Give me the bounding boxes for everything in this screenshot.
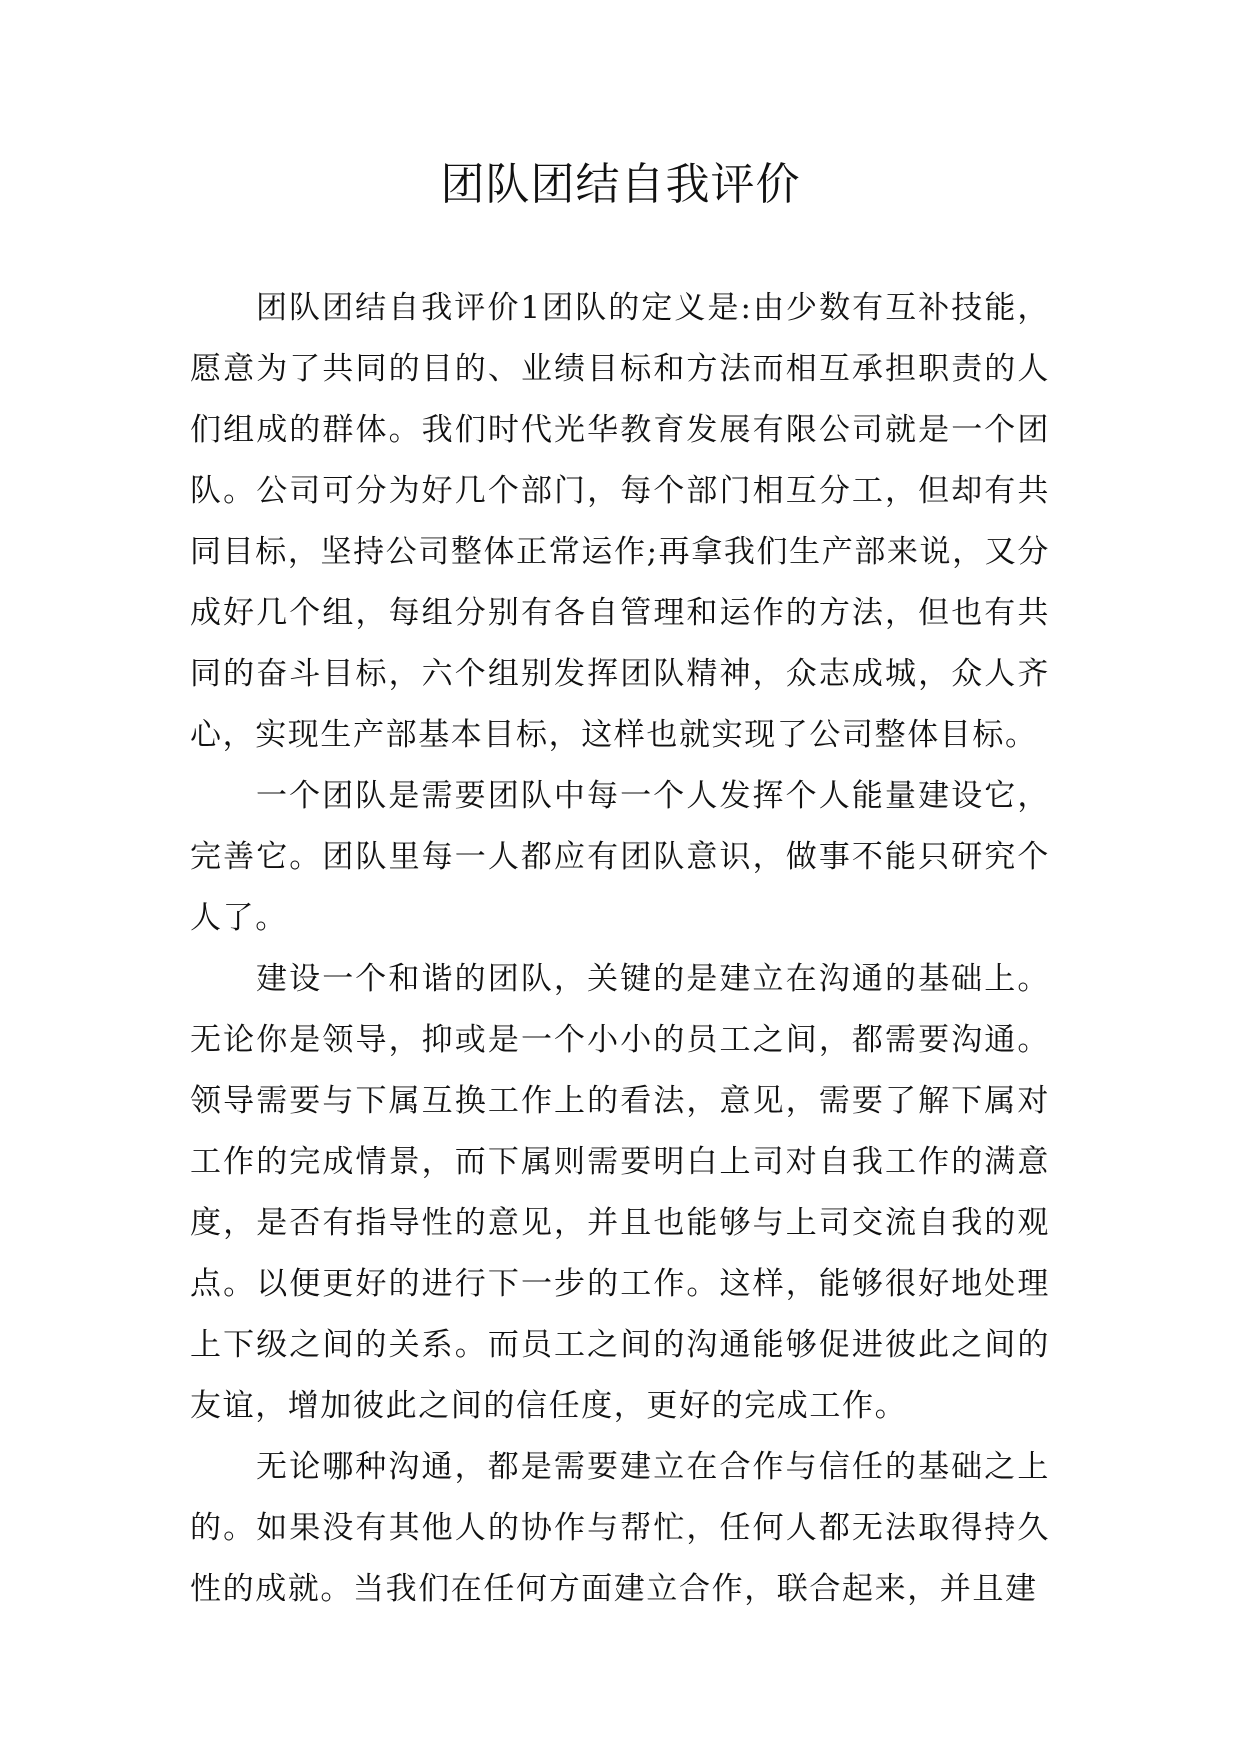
document-title: 团队团结自我评价 <box>440 159 801 210</box>
paragraph-4: 无论哪种沟通，都是需要建立在合作与信任的基础之上的。如果没有其他人的协作与帮忙，任何人都无法取得持久性的成就。当我们在任何方面建立合作，联合起来，并且建 <box>190 1449 1050 1607</box>
paragraph-3: 建设一个和谐的团队，关键的是建立在沟通的基础上。无论你是领导，抑或是一个小小的员工之间，都需要沟通。领导需要与下属互换工作上的看法，意见，需要了解下属对工作的完成情景，而下属则需要明白上司对自我工作的满意度，是否有指导性的意见，并且也能够与上司交流自我的观点。以便更好的进行下一步的工作。这样，能够很好地处理上下级之间的关系。而员工之间的沟通能够促进彼此之间的友谊，增加彼此之间的信任度，更好的完成工作。 <box>190 961 1050 1424</box>
paragraph-2: 一个团队是需要团队中每一个人发挥个人能量建设它，完善它。团队里每一人都应有团队意识，做事不能只研究个人了。 <box>190 778 1050 936</box>
paragraph-1: 团队团结自我评价1团队的定义是:由少数有互补技能，愿意为了共同的目的、业绩目标和方法而相互承担职责的人们组成的群体。我们时代光华教育发展有限公司就是一个团队。公司可分为好几个部门，每个部门相互分工，但却有共同目标，坚持公司整体正常运作;再拿我们生产部来说，又分成好几个组，每组分别有各自管理和运作的方法，但也有共同的奋斗目标，六个组别发挥团队精神，众志成城，众人齐心，实现生产部基本目标，这样也就实现了公司整体目标。 <box>190 290 1050 753</box>
document-body <box>190 278 1050 1620</box>
